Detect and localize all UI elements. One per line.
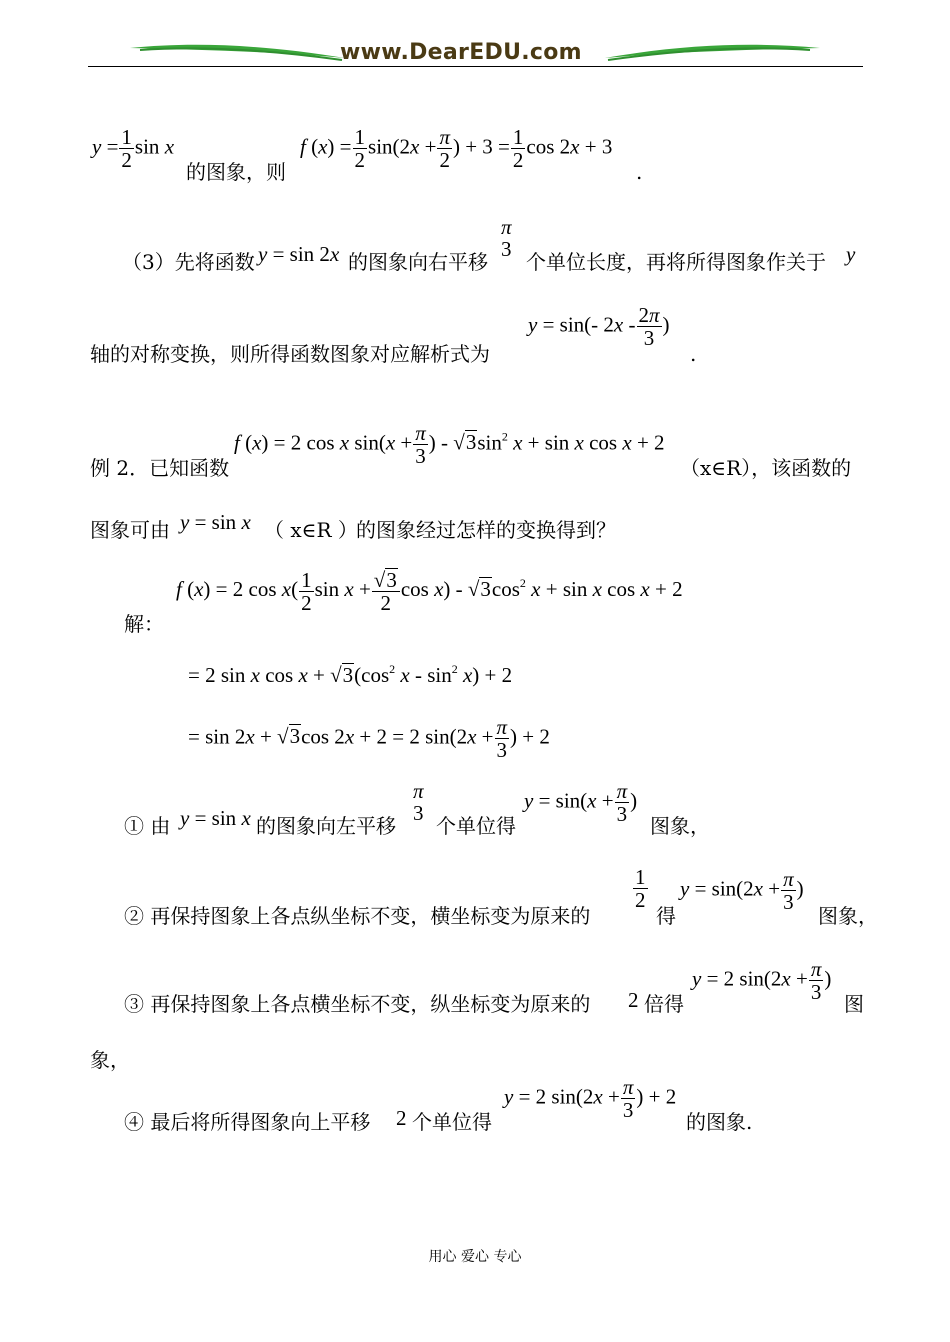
step2-a: ② 再保持图象上各点纵坐标不变，横坐标变为原来的 [124, 904, 591, 928]
part3-intro: （3）先将函数 [122, 250, 255, 274]
example2-intro2: 图象可由 [90, 518, 170, 542]
formula-step1-result: y = sin(x + $\frac{\pi}{3}$ ) [524, 779, 638, 826]
part3-end: 个单位长度，再将所得图象作关于 [526, 250, 826, 274]
var-y: y [846, 242, 856, 266]
line1-text: 的图象，则 [186, 160, 286, 184]
right-swoosh-decoration [605, 40, 820, 64]
part3-mid: 的图象向右平移 [348, 250, 488, 274]
step3-factor-2: 2 [628, 988, 639, 1012]
step1-b: 的图象向左平移 [256, 814, 396, 838]
step4-a: ④ 最后将所得图象向上平移 [124, 1110, 371, 1134]
step4-c: 的图象. [686, 1110, 753, 1134]
solution-label: 解： [124, 612, 164, 636]
formula-y-sin2x: y = sin 2x [258, 242, 340, 266]
example2-end: 的图象经过怎样的变换得到？ [356, 518, 616, 542]
step1-a: ① 由 [124, 814, 171, 838]
step1-fraction-pi-over-3: π 3 [413, 779, 424, 825]
formula-y-sinx: y = sin x [180, 510, 251, 534]
step3-a: ③ 再保持图象上各点横坐标不变，纵坐标变为原来的 [124, 992, 591, 1016]
formula-step3-result: y = 2 sin(2x + $\frac{\pi}{3}$ ) [692, 957, 832, 1004]
example2-domain2: （ x∈R ） [264, 518, 358, 542]
formula-example2-f: f (x) = 2 cos x sin(x + $\frac{\pi}{3}$ ) - $√3\sin^2$ x + sin x cos x + 2 [234, 421, 665, 468]
step2-b: 得 [656, 904, 676, 928]
formula-f-equals-half-cos: f (x) = $\frac{1}{2}$ sin(2x + $\frac{\pi}{2}$ ) + 3 = $\frac{1}{2}$ cos 2x + 3 [300, 125, 613, 172]
formula-step1-y-sinx: y = sin x [180, 806, 251, 830]
formula-y-sin-neg: y = sin(- 2x - $\frac{2\pi}{3}$ ) [528, 303, 670, 350]
left-swoosh-decoration [130, 40, 345, 64]
example2-domain: （x∈R），该函数的 [680, 456, 852, 480]
step2-c: 图象， [818, 904, 878, 928]
step3-continued: 象， [90, 1048, 130, 1072]
step2-fraction-half: $\frac{1}{2}$ [635, 865, 646, 912]
step3-c: 图 [844, 992, 864, 1016]
step1-d: 图象， [650, 814, 710, 838]
solution-step1: f (x) = 2 cos x( $\frac{1}{2}$ sin x + $\frac{√3}{2}$ $\cos x) - √3\cos^2$ x + sin x cos x + 2 [176, 567, 683, 615]
solution-step3: = sin 2x + √3cos 2x + 2 = 2 sin(2x + $\frac{\pi}{3}$ ) + 2 [188, 715, 550, 762]
header-rule [88, 66, 863, 67]
step1-c: 个单位得 [436, 814, 516, 838]
formula-y-half-sinx: y = $\frac{1}{2}$ sin x [92, 125, 175, 172]
page-footer: 用心 爱心 专心 [428, 1249, 522, 1265]
line3-end: . [690, 342, 697, 366]
example2-intro: 例 2．已知函数 [90, 456, 230, 480]
site-logo: www.DearEDU.com [340, 40, 582, 65]
solution-step2: = 2 sin x $\cos x + √3(\cos^2$ $x - \sin^2 x) + 2$ [188, 662, 513, 687]
line3-text: 轴的对称变换，则所得函数图象对应解析式为 [90, 342, 490, 366]
formula-step4-result: y = 2 sin(2x + $\frac{\pi}{3}$ ) + 2 [504, 1075, 677, 1122]
step3-b: 倍得 [644, 992, 684, 1016]
fraction-pi-over-3: π 3 [501, 215, 512, 261]
line1-end: . [636, 160, 643, 184]
formula-step2-result: y = sin(2x + $\frac{\pi}{3}$ ) [680, 867, 804, 914]
step4-b: 个单位得 [412, 1110, 492, 1134]
step4-shift-2: 2 [396, 1106, 407, 1130]
